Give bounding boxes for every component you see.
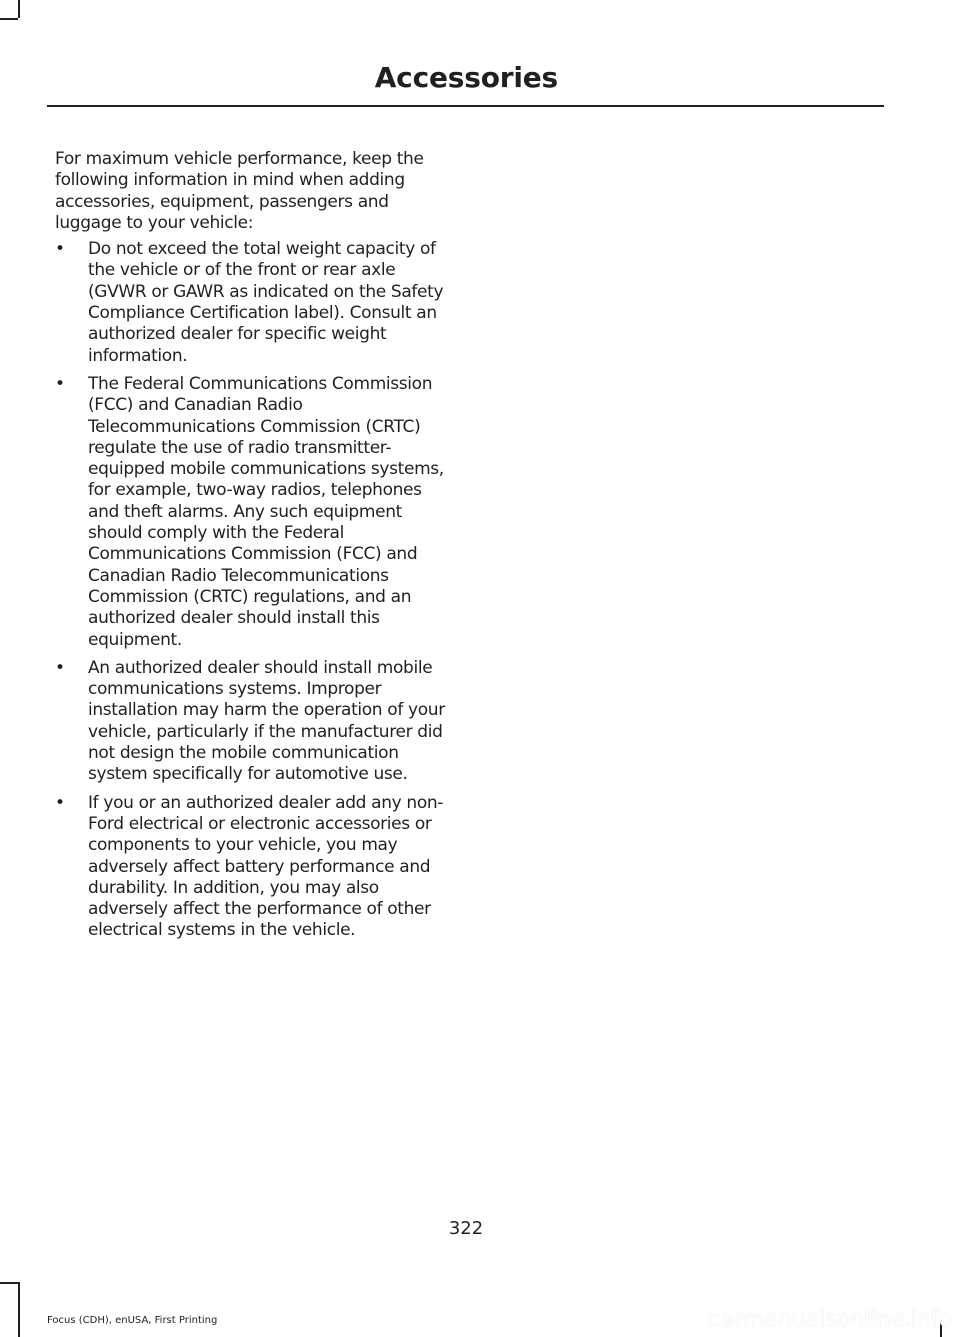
edition-footer: Focus (CDH), enUSA, First Printing (47, 1315, 218, 1326)
bullet-marker: • (55, 792, 65, 813)
list-item (55, 239, 447, 367)
crop-mark-top-left-vertical (18, 0, 20, 18)
list-item-text: The Federal Communications Commission (FCC) and Canadian Radio Telecommunications Commission (CRTC) regulate the use of radio transmitter-equipped mobile communications systems, for example, two-way radios, telephones and theft alarms. Any such equipment should comply with the Federal Communications Commission (FCC) and Canadian Radio Telecommunications Commission (CRTC) regulations, and an authorized dealer should install this equipment. (88, 373, 444, 650)
list-item-text: An authorized dealer should install mobile communications systems. Improper installation may harm the operation of your vehicle, particularly if the manufacturer did not design the mobile communication system specifically for automotive use. (88, 657, 445, 785)
crop-mark-bottom-left-horizontal (0, 1282, 18, 1284)
list-item-text: Do not exceed the total weight capacity of the vehicle or of the front or rear axle (GVWR or GAWR as indicated on the Safety Compliance Certification label). Consult an authorized dealer for specific weight information. (88, 239, 444, 366)
watermark-logo: carmanualsonline.info (708, 1307, 952, 1332)
page-number: 322 (448, 1218, 484, 1239)
list-item-text: If you or an authorized dealer add any non-Ford electrical or electronic accessories or components to your vehicle, you may adversely affect battery performance and durability. In addition, you may also adversely affect the performance of other electrical systems in the vehicle. (88, 792, 444, 941)
list-item (55, 658, 447, 786)
bullet-list (55, 239, 447, 942)
bullet-marker: • (55, 657, 65, 678)
list-item (55, 374, 447, 651)
bullet-marker: • (55, 373, 65, 394)
crop-mark-bottom-left-vertical (18, 1282, 20, 1337)
crop-mark-top-left-horizontal (0, 18, 18, 20)
list-item (55, 793, 447, 942)
page-title: Accessories (374, 61, 558, 94)
header-divider (47, 105, 884, 107)
main-content (55, 149, 447, 949)
bullet-marker: • (55, 239, 65, 260)
intro-paragraph: For maximum vehicle performance, keep the following information in mind when adding accessories, equipment, passengers and luggage to your vehicle: (55, 149, 424, 233)
